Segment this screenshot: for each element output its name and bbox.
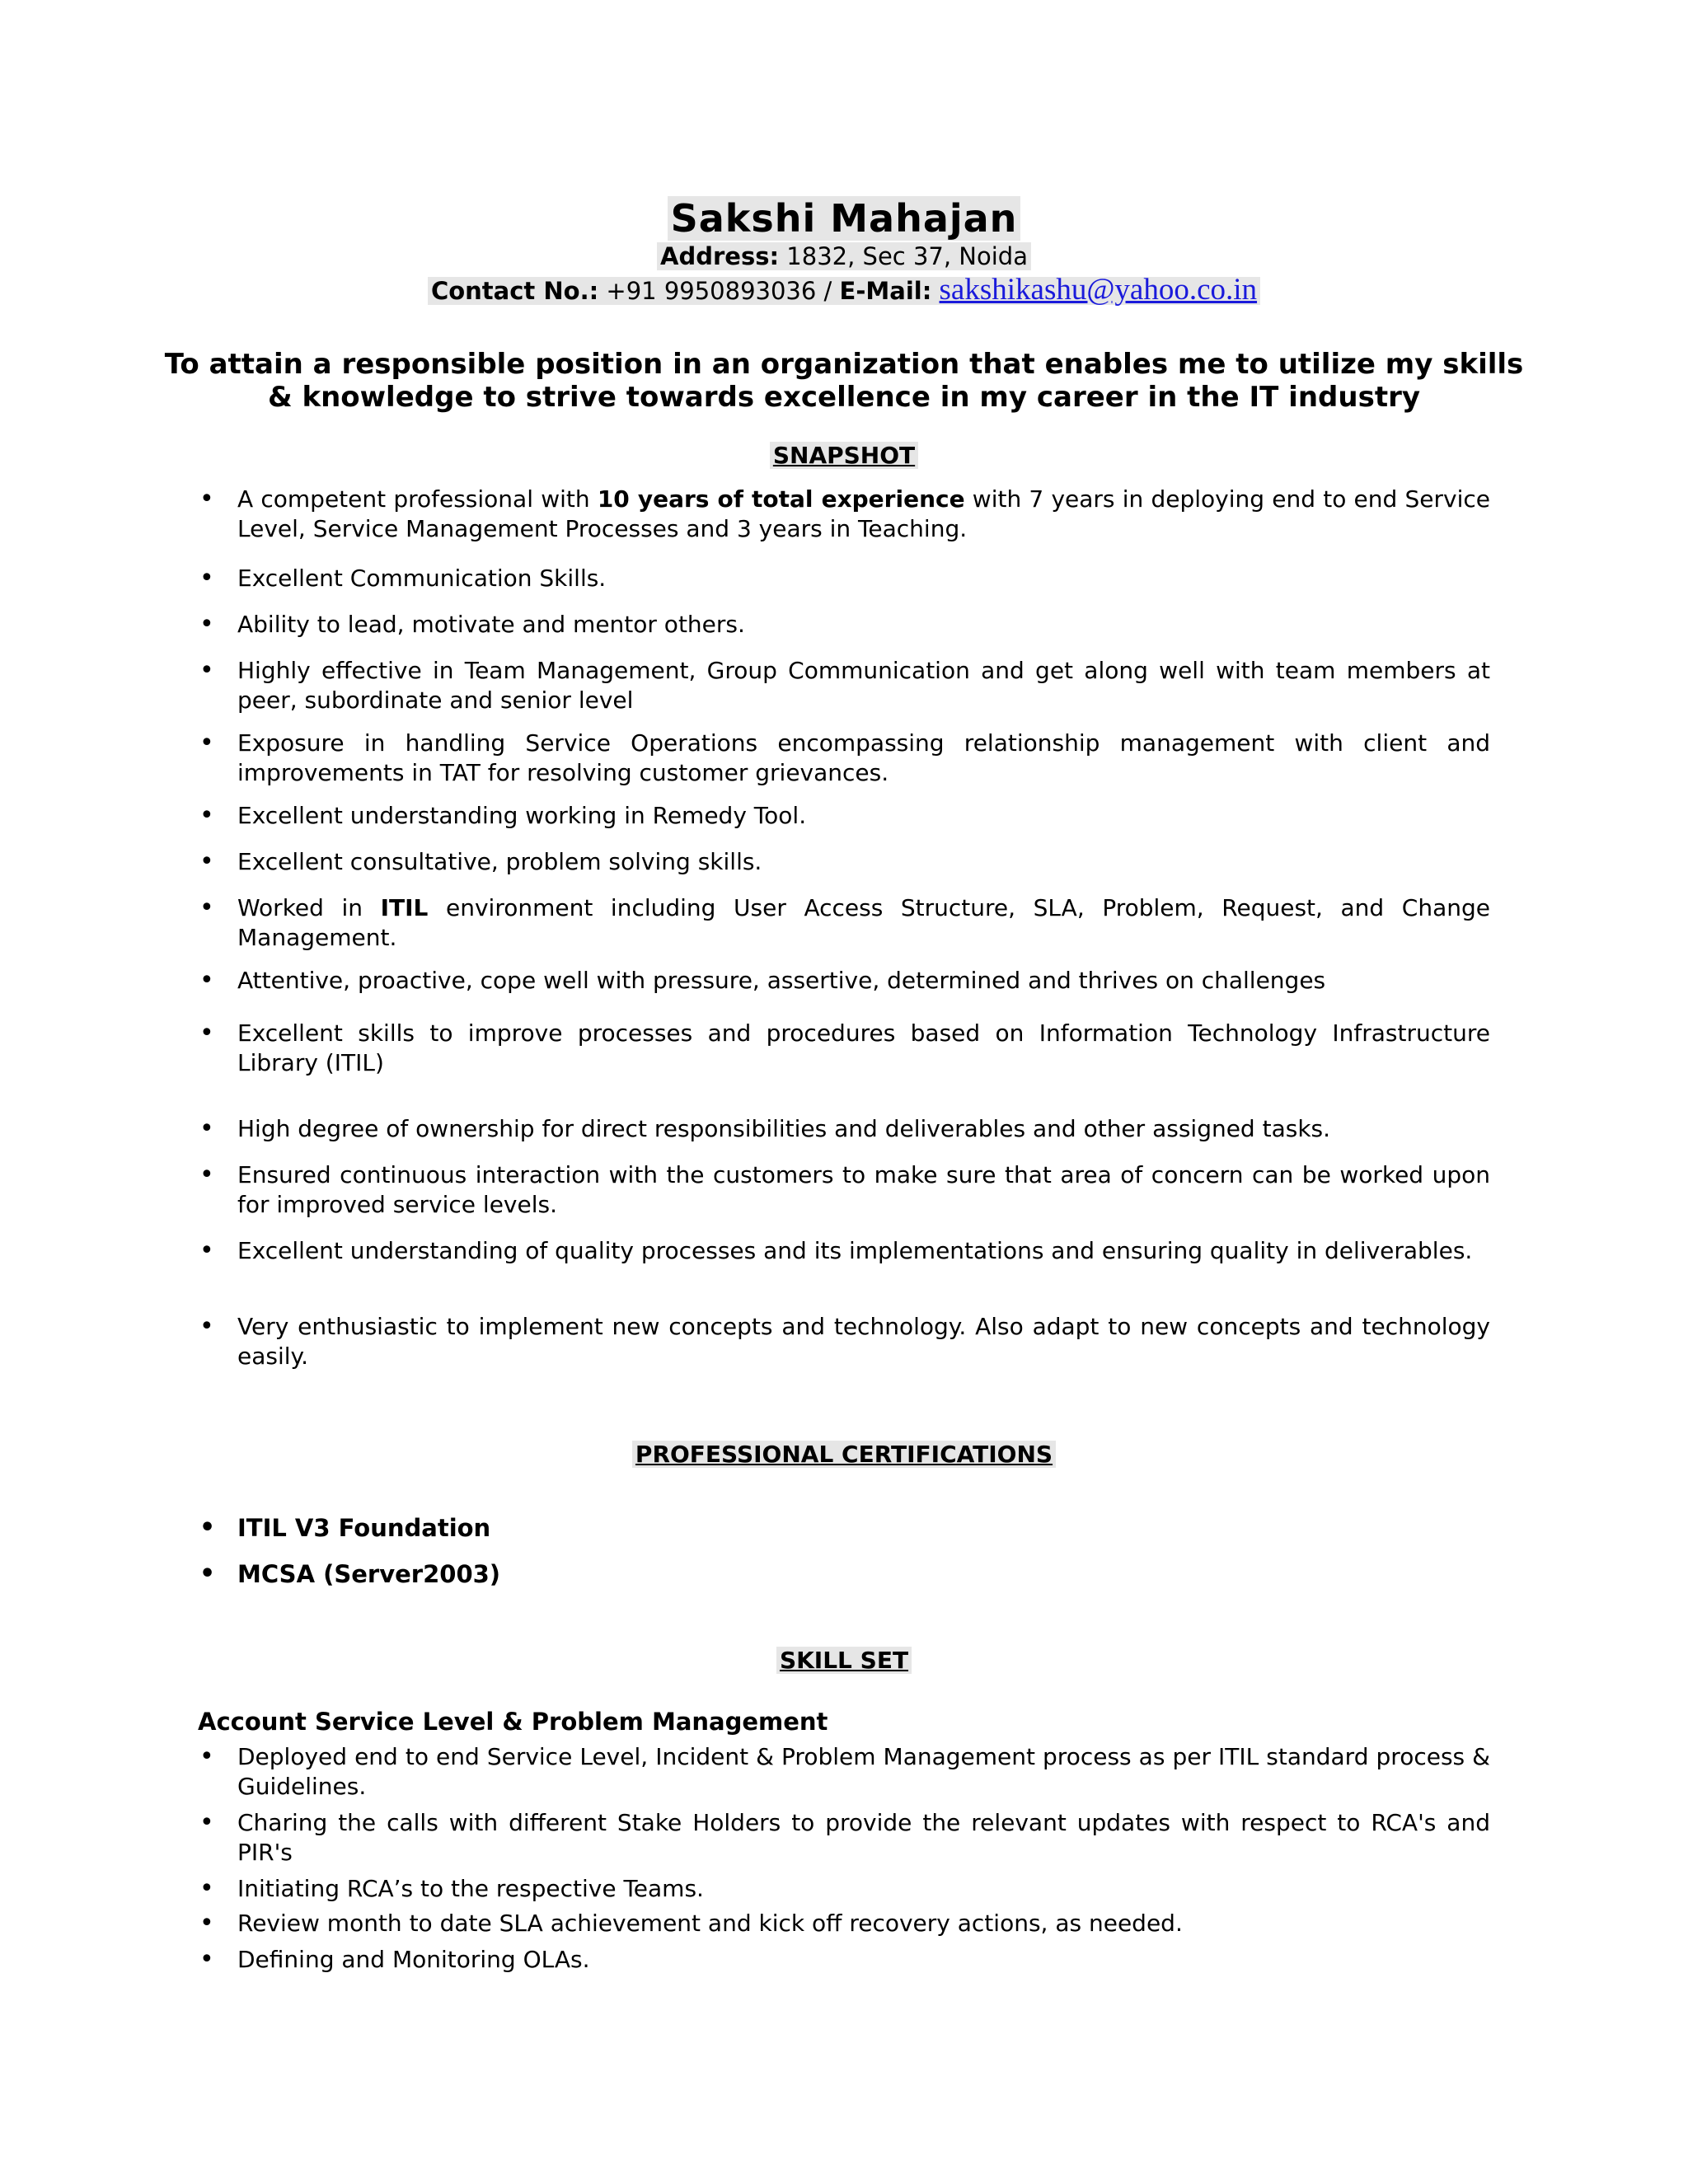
email-link[interactable]: sakshikashu@yahoo.co.in bbox=[939, 273, 1258, 307]
list-item: • ITIL V3 Foundation bbox=[199, 1513, 491, 1542]
list-item: • Excellent Communication Skills. bbox=[199, 564, 607, 593]
list-item: • Excellent understanding of quality processes and its implementations and ensuring quality in deliverables. bbox=[199, 1236, 1473, 1265]
list-item: • Very enthusiastic to implement new concepts and technology. Also adapt to new concepts and technology easily. bbox=[199, 1312, 1490, 1370]
address-label: Address: bbox=[660, 242, 780, 270]
bullet-icon: • bbox=[199, 1742, 214, 1771]
list-item: • Ability to lead, motivate and mentor others. bbox=[199, 610, 745, 639]
bullet-icon: • bbox=[199, 966, 214, 995]
bullet-icon: • bbox=[199, 656, 214, 685]
bullet-icon: • bbox=[199, 1874, 214, 1903]
address-line bbox=[0, 242, 1688, 270]
bullet-icon: • bbox=[199, 1945, 214, 1974]
list-item: • Charing the calls with different Stake Holders to provide the relevant updates with respect to RCA's and PIR's bbox=[199, 1808, 1490, 1866]
bullet-icon: • bbox=[199, 801, 214, 830]
bullet-icon: • bbox=[199, 485, 214, 513]
contact-label: Contact No.: bbox=[430, 277, 599, 305]
list-item: • Attentive, proactive, cope well with pressure, assertive, determined and thrives on challenges bbox=[199, 966, 1326, 995]
bullet-icon: • bbox=[199, 610, 214, 639]
bullet-icon: • bbox=[199, 1236, 214, 1265]
skillset-subheading: Account Service Level & Problem Management bbox=[198, 1708, 828, 1736]
objective-line-1: To attain a responsible position in an organization that enables me to utilize my skills bbox=[164, 348, 1524, 381]
list-item: • Deployed end to end Service Level, Incident & Problem Management process as per ITIL standard process & Guidelines. bbox=[199, 1742, 1490, 1800]
bullet-icon: • bbox=[199, 1513, 216, 1542]
bullet-icon: • bbox=[199, 564, 214, 593]
list-item: • Ensured continuous interaction with the customers to make sure that area of concern can be worked upon for improved service levels. bbox=[199, 1160, 1490, 1218]
email-label: E-Mail: bbox=[839, 277, 932, 305]
contact-line bbox=[0, 272, 1688, 307]
list-item: • High degree of ownership for direct responsibilities and deliverables and other assigned tasks. bbox=[199, 1114, 1331, 1143]
bullet-icon: • bbox=[199, 729, 214, 757]
skillset-heading: SKILL SET bbox=[0, 1647, 1688, 1674]
list-item: • Excellent consultative, problem solving skills. bbox=[199, 847, 762, 876]
bullet-icon: • bbox=[199, 1808, 214, 1837]
bullet-icon: • bbox=[199, 1019, 214, 1047]
list-item: • MCSA (Server2003) bbox=[199, 1559, 501, 1588]
list-item: • Defining and Monitoring OLAs. bbox=[199, 1945, 590, 1974]
objective-line-2: & knowledge to strive towards excellence in my career in the IT industry bbox=[267, 381, 1421, 414]
list-item: • A competent professional with 10 years of total experience with 7 years in deploying end to end Service Level, Service Management Processes and 3 years in Teaching. bbox=[199, 485, 1490, 542]
candidate-name bbox=[0, 196, 1688, 241]
bullet-icon: • bbox=[199, 1559, 216, 1588]
bullet-icon: • bbox=[199, 847, 214, 876]
list-item: • Initiating RCA’s to the respective Teams. bbox=[199, 1874, 704, 1903]
certifications-heading: PROFESSIONAL CERTIFICATIONS bbox=[0, 1441, 1688, 1468]
candidate-name-text: Sakshi Mahajan bbox=[668, 196, 1021, 241]
bullet-icon: • bbox=[199, 1909, 214, 1938]
bullet-icon: • bbox=[199, 1312, 214, 1341]
snapshot-heading: SNAPSHOT bbox=[0, 442, 1688, 469]
list-item: • Highly effective in Team Management, Group Communication and get along well with team members at peer, subordinate and senior level bbox=[199, 656, 1490, 714]
list-item: • Excellent understanding working in Remedy Tool. bbox=[199, 801, 807, 830]
list-item: • Worked in ITIL environment including User Access Structure, SLA, Problem, Request, and Change Management. bbox=[199, 893, 1490, 951]
list-item: • Review month to date SLA achievement and kick off recovery actions, as needed. bbox=[199, 1909, 1183, 1938]
list-item: • Excellent skills to improve processes and procedures based on Information Technology Infrastructure Library (ITIL) bbox=[199, 1019, 1490, 1076]
bullet-icon: • bbox=[199, 1114, 214, 1143]
address-value: 1832, Sec 37, Noida bbox=[779, 242, 1028, 270]
contact-value: +91 9950893036 / bbox=[598, 277, 840, 305]
list-item: • Exposure in handling Service Operations encompassing relationship management with client and improvements in TAT for resolving customer grievances. bbox=[199, 729, 1490, 786]
career-objective bbox=[0, 348, 1688, 414]
bullet-icon: • bbox=[199, 1160, 214, 1189]
bullet-icon: • bbox=[199, 893, 214, 922]
